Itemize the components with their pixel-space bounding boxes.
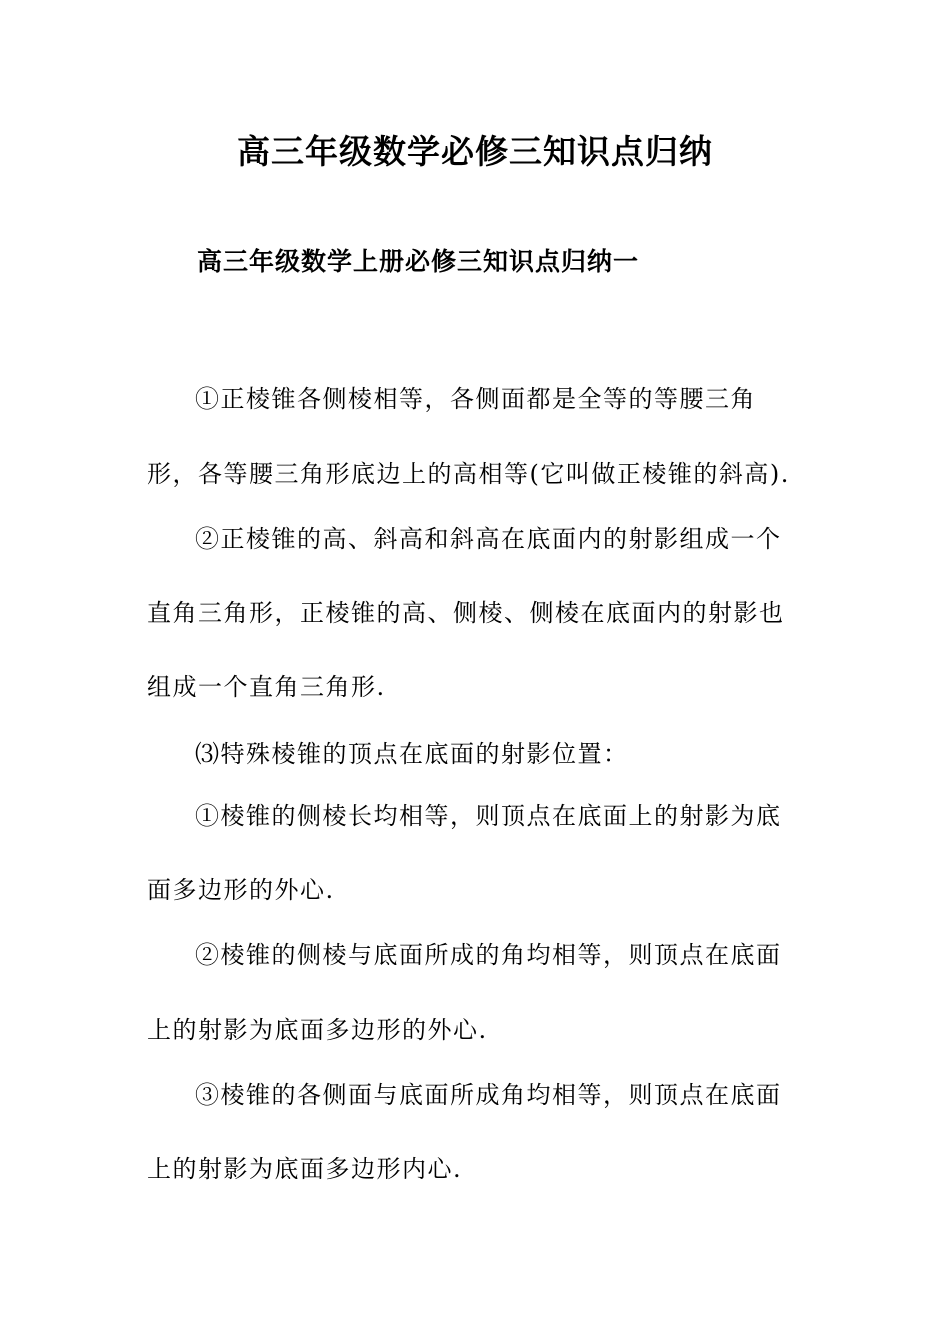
paragraph-line: 上的射影为底面多边形内心. [147, 1155, 463, 1183]
paragraph-line: 形，各等腰三角形底边上的高相等(它叫做正棱锥的斜高). [147, 460, 790, 488]
document-title: 高三年级数学必修三知识点归纳 [237, 132, 713, 171]
section-heading: 高三年级数学上册必修三知识点归纳一 [197, 247, 640, 276]
paragraph-line: ③棱锥的各侧面与底面所成角均相等，则顶点在底面 [195, 1081, 782, 1109]
paragraph-line: ①正棱锥各侧棱相等，各侧面都是全等的等腰三角 [195, 385, 756, 413]
paragraph-line: ②棱锥的侧棱与底面所成的角均相等，则顶点在底面 [195, 941, 782, 969]
paragraph-line: 组成一个直角三角形. [147, 673, 386, 701]
paragraph-line: ①棱锥的侧棱长均相等，则顶点在底面上的射影为底 [195, 802, 782, 830]
paragraph-line: 面多边形的外心. [147, 876, 335, 904]
paragraph-line: 上的射影为底面多边形的外心. [147, 1016, 488, 1044]
paragraph-line: ②正棱锥的高、斜高和斜高在底面内的射影组成一个 [195, 525, 782, 553]
paragraph-line: 直角三角形，正棱锥的高、侧棱、侧棱在底面内的射影也 [147, 599, 785, 627]
paragraph-line: ⑶特殊棱锥的顶点在底面的射影位置： [195, 740, 629, 768]
